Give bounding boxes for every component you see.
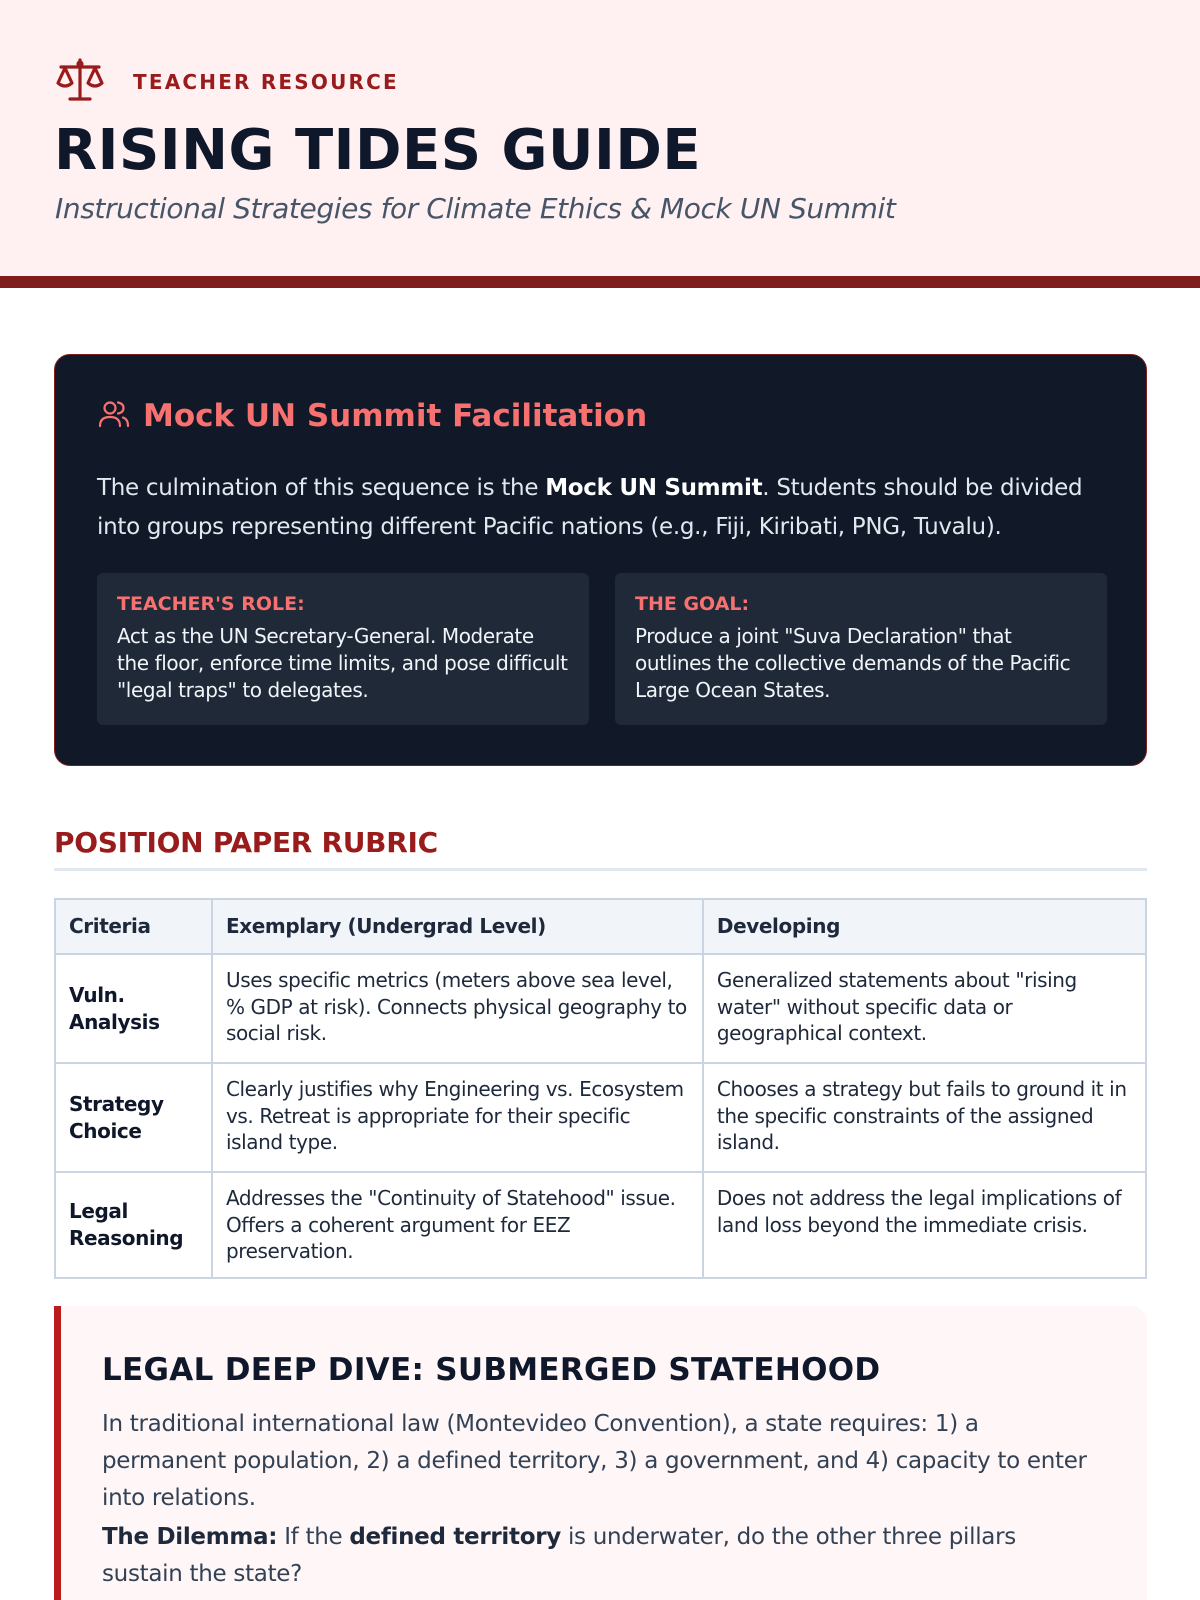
legal-dilemma xyxy=(102,1519,1102,1593)
summit-title: Mock UN Summit Facilitation xyxy=(143,398,648,434)
rubric-criteria-cell: Legal Reasoning xyxy=(55,1172,212,1278)
rubric-developing-cell: Chooses a strategy but fails to ground it in the specific constraints of the assigned island. xyxy=(703,1063,1146,1172)
goal-label: THE GOAL: xyxy=(635,593,750,615)
summit-intro xyxy=(97,469,1107,547)
kicker-label: TEACHER RESOURCE xyxy=(133,70,399,94)
summit-heading xyxy=(97,397,647,435)
rubric-table xyxy=(54,898,1147,1279)
kicker xyxy=(55,57,399,107)
teacher-role-card xyxy=(97,573,589,725)
table-row xyxy=(55,1172,1146,1278)
rubric-header-exemplary: Exemplary (Undergrad Level) xyxy=(212,899,703,954)
page-header xyxy=(0,0,1200,288)
summit-intro-text: The culmination of this sequence is the xyxy=(97,475,546,501)
rubric-heading: POSITION PAPER RUBRIC xyxy=(54,826,1147,871)
rubric-developing-cell: Does not address the legal implications of land loss beyond the immediate crisis. xyxy=(703,1172,1146,1278)
table-row xyxy=(55,1063,1146,1172)
goal-card xyxy=(615,573,1107,725)
summit-panel xyxy=(54,354,1147,766)
summit-intro-text-end: . Students should be divided into groups representing different Pacific nations (e.g., Fiji, Kiribati, PNG, Tuvalu). xyxy=(97,475,1083,540)
page-subtitle: Instructional Strategies for Climate Ethics & Mock UN Summit xyxy=(55,192,896,225)
rubric-developing-cell: Generalized statements about "rising water" without specific data or geographical context. xyxy=(703,954,1146,1063)
rubric-exemplary-cell: Clearly justifies why Engineering vs. Ecosystem vs. Retreat is appropriate for their specific island type. xyxy=(212,1063,703,1172)
teacher-role-label: TEACHER'S ROLE: xyxy=(117,593,305,615)
rubric-header-row xyxy=(55,899,1146,954)
dilemma-label: The Dilemma: xyxy=(102,1524,278,1550)
page-title: RISING TIDES GUIDE xyxy=(54,118,702,183)
table-row xyxy=(55,954,1146,1063)
dilemma-emphasis: defined territory xyxy=(349,1524,561,1550)
rubric-criteria-cell: Strategy Choice xyxy=(55,1063,212,1172)
dilemma-text: If the xyxy=(277,1524,350,1550)
legal-paragraph: In traditional international law (Montevideo Convention), a state requires: 1) a permanent population, 2) a defined territory, 3) a government, and 4) capacity to enter into relations. xyxy=(102,1411,1087,1511)
rubric-exemplary-cell: Uses specific metrics (meters above sea level, % GDP at risk). Connects physical geography to social risk. xyxy=(212,954,703,1063)
rubric-header-criteria: Criteria xyxy=(55,899,212,954)
goal-text: Produce a joint "Suva Declaration" that outlines the collective demands of the Pacific Large Ocean States. xyxy=(635,624,1071,702)
rubric-header-developing: Developing xyxy=(703,899,1146,954)
legal-heading: LEGAL DEEP DIVE: SUBMERGED STATEHOOD xyxy=(102,1352,881,1388)
summit-intro-emphasis: Mock UN Summit xyxy=(545,475,763,501)
dilemma-text-end: is underwater, do the other three pillars sustain the state? xyxy=(102,1524,1016,1587)
rubric-criteria-cell: Vuln. Analysis xyxy=(55,954,212,1063)
teacher-role-text: Act as the UN Secretary-General. Moderate the floor, enforce time limits, and pose difficult "legal traps" to delegates. xyxy=(117,624,568,702)
users-icon xyxy=(97,397,131,435)
legal-deep-dive xyxy=(54,1306,1147,1600)
scales-icon xyxy=(55,57,105,107)
rubric-exemplary-cell: Addresses the "Continuity of Statehood" issue. Offers a coherent argument for EEZ preservation. xyxy=(212,1172,703,1278)
